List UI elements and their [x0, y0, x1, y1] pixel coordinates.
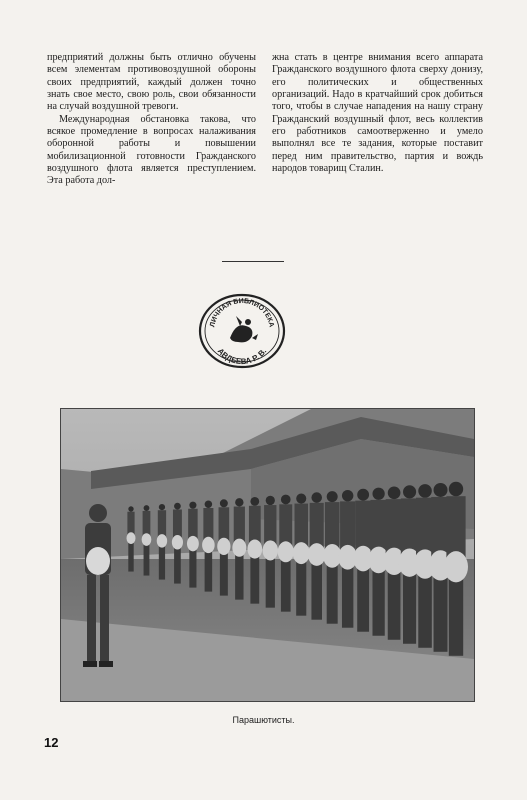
left-text-column: [47, 52, 256, 188]
stamp-emblem: [230, 316, 258, 342]
photo-caption: Парашютисты.: [232, 715, 295, 725]
right-text-column: [272, 52, 483, 175]
library-stamp-seal: [196, 292, 288, 370]
right-paragraph-1: жна стать в центре внимания всего аппарата Гражданского воздушного флота сверху донизу, его политических и общественных организаций. Надо в кратчайший срок добиться того, чтобы в случае нападения на нашу страну Гражданский воздушный флот, весь коллектив его работников самоотверженно и умело выполнял все те задания, которые поставит перед ним правительство, партия и вождь народов товарищ Сталин.: [272, 52, 483, 175]
section-divider: [222, 261, 284, 262]
page-number: 12: [44, 735, 59, 750]
photo-parachutists: [60, 408, 475, 702]
library-stamp: [196, 292, 288, 370]
left-paragraph-2: Международная обстановка такова, что всякое промедление в вопросах налаживания оборонной работы и повышении мобилизационной готовности Гражданского воздушного флота является преступлением. Эта работа дол-: [47, 113, 256, 187]
left-paragraph-1: предприятий должны быть отлично обучены всем элементам противовоздушной обороны своих предприятий, каждый должен точно знать свое место, свою роль, свои обязанности на случай воздушной тревоги.: [47, 52, 256, 113]
svg-text:ЛИЧНАЯ БИБЛИОТЕКА: ЛИЧНАЯ БИБЛИОТЕКА: [209, 297, 275, 328]
svg-text:АВДЕЕВА Р. В.: АВДЕЕВА Р. В.: [215, 346, 269, 367]
